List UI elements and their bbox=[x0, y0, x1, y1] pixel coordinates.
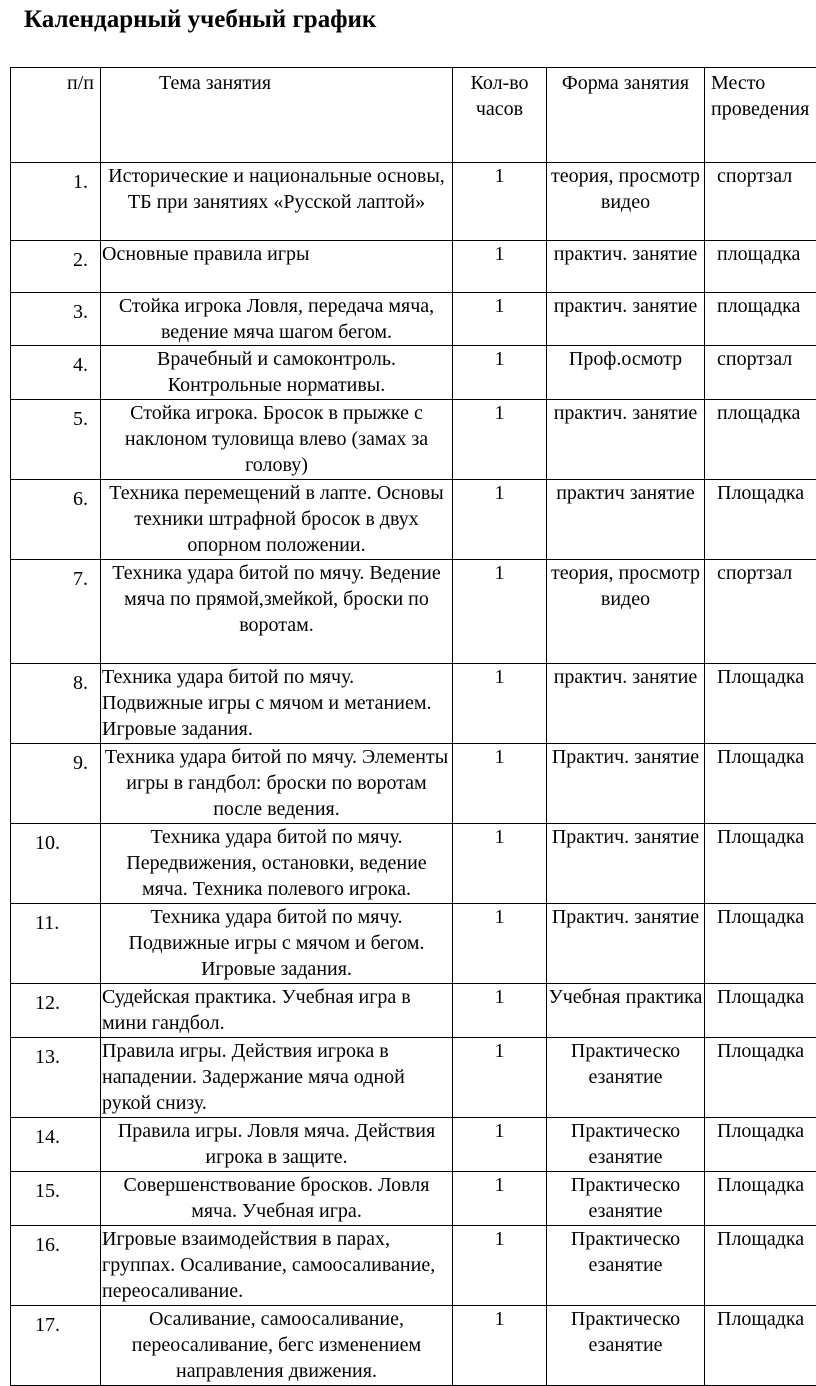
schedule-table-body bbox=[11, 68, 816, 1386]
row-topic: Правила игры. Действия игрока в нападении. Задержание мяча одной рукой снизу. bbox=[101, 1038, 453, 1118]
row-number: 16. bbox=[11, 1226, 101, 1306]
row-form: Практич. занятие bbox=[547, 904, 705, 984]
row-form: практич. занятие bbox=[547, 664, 705, 744]
row-hours: 1 bbox=[453, 1172, 547, 1226]
table-row bbox=[11, 163, 816, 241]
header-num: п/п bbox=[11, 68, 101, 163]
row-number: 5. bbox=[11, 400, 101, 480]
schedule-table bbox=[10, 67, 816, 1386]
header-place: Место проведения bbox=[705, 68, 816, 163]
row-number: 3. bbox=[11, 293, 101, 346]
table-row bbox=[11, 984, 816, 1038]
table-row bbox=[11, 824, 816, 904]
header-topic: Тема занятия bbox=[101, 68, 453, 163]
page-title: Календарный учебный график bbox=[24, 6, 376, 34]
row-number: 13. bbox=[11, 1038, 101, 1118]
row-hours: 1 bbox=[453, 293, 547, 346]
row-place: площадка bbox=[705, 400, 816, 480]
row-place: Площадка bbox=[705, 1226, 816, 1306]
row-hours: 1 bbox=[453, 346, 547, 400]
row-topic: Техника удара битой по мячу. Элементы игры в гандбол: броски по воротам после ведения. bbox=[101, 744, 453, 824]
row-hours: 1 bbox=[453, 480, 547, 560]
row-hours: 1 bbox=[453, 824, 547, 904]
row-form: Практич. занятие bbox=[547, 824, 705, 904]
row-number: 17. bbox=[11, 1306, 101, 1386]
row-number: 9. bbox=[11, 744, 101, 824]
row-form: практич. занятие bbox=[547, 293, 705, 346]
row-form: Практическо езанятие bbox=[547, 1172, 705, 1226]
row-topic: Правила игры. Ловля мяча. Действия игрока в защите. bbox=[101, 1118, 453, 1172]
row-topic: Исторические и национальные основы, ТБ при занятиях «Русской лаптой» bbox=[101, 163, 453, 241]
header-hours: Кол-во часов bbox=[453, 68, 547, 163]
row-place: спортзал bbox=[705, 346, 816, 400]
row-form: Практическо езанятие bbox=[547, 1038, 705, 1118]
row-topic: Техника удара битой по мячу. Подвижные игры с мячом и бегом. Игровые задания. bbox=[101, 904, 453, 984]
table-row bbox=[11, 1038, 816, 1118]
row-hours: 1 bbox=[453, 1306, 547, 1386]
row-form: Практич. занятие bbox=[547, 744, 705, 824]
row-topic: Стойка игрока. Бросок в прыжке с наклоном туловища влево (замах за голову) bbox=[101, 400, 453, 480]
row-hours: 1 bbox=[453, 1118, 547, 1172]
row-form: Практическо езанятие bbox=[547, 1118, 705, 1172]
row-number: 7. bbox=[11, 560, 101, 664]
row-number: 14. bbox=[11, 1118, 101, 1172]
row-topic: Техника удара битой по мячу. Ведение мяча по прямой,змейкой, броски по воротам. bbox=[101, 560, 453, 664]
row-form: теория, просмотр видео bbox=[547, 560, 705, 664]
row-place: спортзал bbox=[705, 560, 816, 664]
table-row bbox=[11, 1226, 816, 1306]
row-hours: 1 bbox=[453, 560, 547, 664]
row-place: Площадка bbox=[705, 1038, 816, 1118]
row-place: Площадка bbox=[705, 480, 816, 560]
row-form: практич. занятие bbox=[547, 400, 705, 480]
row-topic: Основные правила игры bbox=[101, 241, 453, 293]
row-topic: Техника перемещений в лапте. Основы техники штрафной бросок в двух опорном положении. bbox=[101, 480, 453, 560]
row-form: Проф.осмотр bbox=[547, 346, 705, 400]
row-topic: Стойка игрока Ловля, передача мяча, ведение мяча шагом бегом. bbox=[101, 293, 453, 346]
row-number: 4. bbox=[11, 346, 101, 400]
row-number: 15. bbox=[11, 1172, 101, 1226]
header-form: Форма занятия bbox=[547, 68, 705, 163]
row-topic: Судейская практика. Учебная игра в мини гандбол. bbox=[101, 984, 453, 1038]
table-row bbox=[11, 346, 816, 400]
row-topic: Техника удара битой по мячу. Подвижные игры с мячом и метанием. Игровые задания. bbox=[101, 664, 453, 744]
row-form: Учебная практика bbox=[547, 984, 705, 1038]
row-form: практич занятие bbox=[547, 480, 705, 560]
table-row bbox=[11, 1306, 816, 1386]
header-row bbox=[11, 68, 816, 163]
row-topic: Игровые взаимодействия в парах, группах. Осаливание, самоосаливание, переосаливание. bbox=[101, 1226, 453, 1306]
row-place: площадка bbox=[705, 241, 816, 293]
row-place: спортзал bbox=[705, 163, 816, 241]
row-topic: Техника удара битой по мячу. Передвижения, остановки, ведение мяча. Техника полевого игрока. bbox=[101, 824, 453, 904]
row-form: Практическо езанятие bbox=[547, 1226, 705, 1306]
row-number: 11. bbox=[11, 904, 101, 984]
row-hours: 1 bbox=[453, 904, 547, 984]
row-form: теория, просмотр видео bbox=[547, 163, 705, 241]
row-place: Площадка bbox=[705, 1172, 816, 1226]
table-row bbox=[11, 664, 816, 744]
row-number: 2. bbox=[11, 241, 101, 293]
row-number: 12. bbox=[11, 984, 101, 1038]
row-topic: Осаливание, самоосаливание, переосаливание, бегс изменением направления движения. bbox=[101, 1306, 453, 1386]
row-number: 10. bbox=[11, 824, 101, 904]
row-hours: 1 bbox=[453, 744, 547, 824]
table-row bbox=[11, 1172, 816, 1226]
row-place: Площадка bbox=[705, 984, 816, 1038]
row-place: площадка bbox=[705, 293, 816, 346]
row-form: практич. занятие bbox=[547, 241, 705, 293]
table-row bbox=[11, 744, 816, 824]
row-number: 6. bbox=[11, 480, 101, 560]
table-row bbox=[11, 241, 816, 293]
row-hours: 1 bbox=[453, 1038, 547, 1118]
row-hours: 1 bbox=[453, 163, 547, 241]
row-form: Практическо езанятие bbox=[547, 1306, 705, 1386]
row-place: Площадка bbox=[705, 824, 816, 904]
table-row bbox=[11, 560, 816, 664]
row-place: Площадка bbox=[705, 664, 816, 744]
row-hours: 1 bbox=[453, 664, 547, 744]
table-row bbox=[11, 904, 816, 984]
row-place: Площадка bbox=[705, 1306, 816, 1386]
row-place: Площадка bbox=[705, 1118, 816, 1172]
row-place: Площадка bbox=[705, 904, 816, 984]
table-row bbox=[11, 400, 816, 480]
row-topic: Совершенствование бросков. Ловля мяча. Учебная игра. bbox=[101, 1172, 453, 1226]
row-hours: 1 bbox=[453, 984, 547, 1038]
row-number: 8. bbox=[11, 664, 101, 744]
row-hours: 1 bbox=[453, 1226, 547, 1306]
row-place: Площадка bbox=[705, 744, 816, 824]
row-topic: Врачебный и самоконтроль. Контрольные нормативы. bbox=[101, 346, 453, 400]
table-row bbox=[11, 480, 816, 560]
table-row bbox=[11, 293, 816, 346]
table-row bbox=[11, 1118, 816, 1172]
row-hours: 1 bbox=[453, 400, 547, 480]
row-hours: 1 bbox=[453, 241, 547, 293]
row-number: 1. bbox=[11, 163, 101, 241]
